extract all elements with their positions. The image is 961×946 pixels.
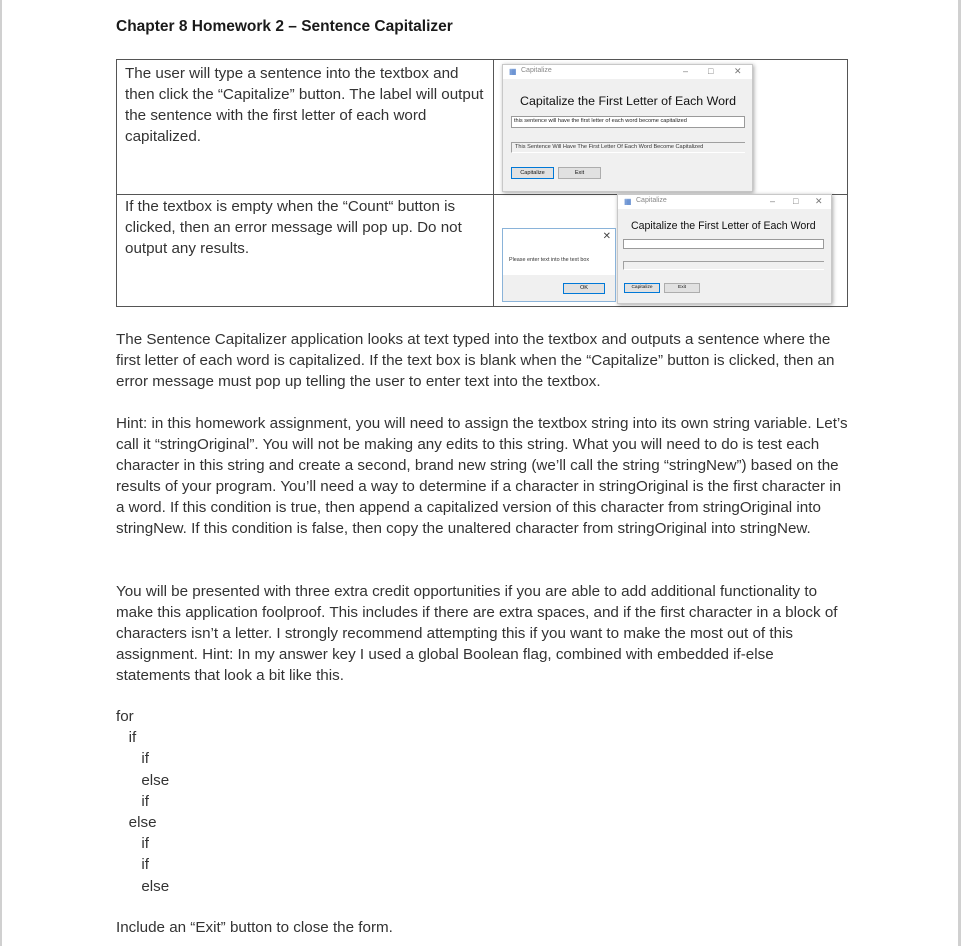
- form-heading: Capitalize the First Letter of Each Word: [520, 94, 737, 108]
- output-label: [623, 261, 824, 270]
- pseudocode-line: if: [116, 856, 149, 874]
- output-label: This Sentence Will Have The First Letter Of Each Word Become Capitalized: [511, 142, 745, 153]
- error-message-box: [502, 228, 616, 302]
- pseudocode-line: if: [116, 729, 137, 747]
- message-box-footer: [503, 275, 615, 301]
- close-icon[interactable]: ✕: [734, 66, 742, 76]
- title-bar: [618, 195, 831, 209]
- paragraph-extra-credit: You will be presented with three extra credit opportunities if you are able to add additional functionality to make this application foolproof. This includes if there are extra spaces, and if the first character in a block of characters isn’t a letter. I strongly recommend attempting this if you want to make the most out of this assignment. Hint: In my answer key I used a global Boolean flag, combined with embedded if-else statements that look a bit like this.: [116, 583, 838, 684]
- pseudocode-line: if: [116, 792, 149, 810]
- exit-button[interactable]: Exit: [558, 167, 601, 179]
- minimize-icon[interactable]: –: [683, 66, 689, 76]
- exit-button[interactable]: Exit: [664, 283, 700, 293]
- capitalize-button[interactable]: Capitalize: [624, 283, 660, 293]
- requirement-row-1-text: The user will type a sentence into the textbox and then click the “Capitalize” button. The label will output the sentence with the first letter of each word capitalized.: [125, 65, 484, 145]
- form-heading: Capitalize the First Letter of Each Word: [631, 220, 816, 232]
- sentence-input[interactable]: this sentence will have the first letter of each word become capitalized: [511, 116, 745, 128]
- minimize-icon[interactable]: –: [770, 196, 776, 206]
- page-border-left: [0, 0, 2, 946]
- close-icon[interactable]: ✕: [602, 231, 611, 242]
- requirement-row-2-text: If the textbox is empty when the “Count“ button is clicked, then an error message will pop up. Do not output any results.: [125, 198, 462, 257]
- pseudocode-line: else: [116, 877, 170, 895]
- pseudocode-block: [116, 706, 169, 897]
- capitalize-form-screenshot-1: [502, 64, 753, 192]
- pseudocode-line: else: [116, 814, 157, 832]
- window-title: Capitalize: [521, 67, 552, 74]
- app-icon: ▦: [509, 67, 517, 76]
- maximize-icon[interactable]: □: [793, 196, 799, 206]
- capitalize-button[interactable]: Capitalize: [511, 167, 554, 179]
- window-title: Capitalize: [636, 197, 667, 204]
- paragraph-hint: Hint: in this homework assignment, you will need to assign the textbox string into its own string variable. Let’s call it “stringOriginal”. You will not be making any edits to this string. What you will need to do is test each character in this string and create a second, brand new string (we’ll call the string “stringNew”) based on the results of your program. You’ll need a way to determine if a character in stringOriginal is the first character in a word. If this condition is true, then append a capitalized version of this character from stringOriginal into stringNew. If this condition is false, then copy the unaltered character from stringOriginal into stringNew.: [116, 415, 848, 537]
- paragraph-overview: The Sentence Capitalizer application looks at text typed into the textbox and outputs a sentence where the first letter of each word is capitalized. If the text box is blank when the “Capitalize” button is clicked, then an error message must pop up telling the user to enter text into the textbox.: [116, 331, 835, 390]
- pseudocode-line: if: [116, 750, 149, 768]
- pseudocode-line: else: [116, 771, 170, 789]
- pseudocode-line: for: [116, 708, 134, 725]
- pseudocode-line: if: [116, 835, 149, 853]
- title-bar: [503, 65, 752, 79]
- sentence-input[interactable]: [623, 239, 824, 249]
- maximize-icon[interactable]: □: [708, 66, 714, 76]
- paragraph-exit-button: Include an “Exit” button to close the form.: [116, 919, 393, 936]
- ok-button[interactable]: OK: [563, 283, 605, 294]
- app-icon: ▦: [624, 197, 632, 206]
- close-icon[interactable]: ✕: [815, 196, 823, 206]
- capitalize-form-screenshot-2: [617, 194, 832, 304]
- error-message-text: Please enter text into the text box: [509, 257, 590, 263]
- document-title: Chapter 8 Homework 2 – Sentence Capitalizer: [116, 18, 453, 35]
- table-column-divider: [493, 60, 494, 306]
